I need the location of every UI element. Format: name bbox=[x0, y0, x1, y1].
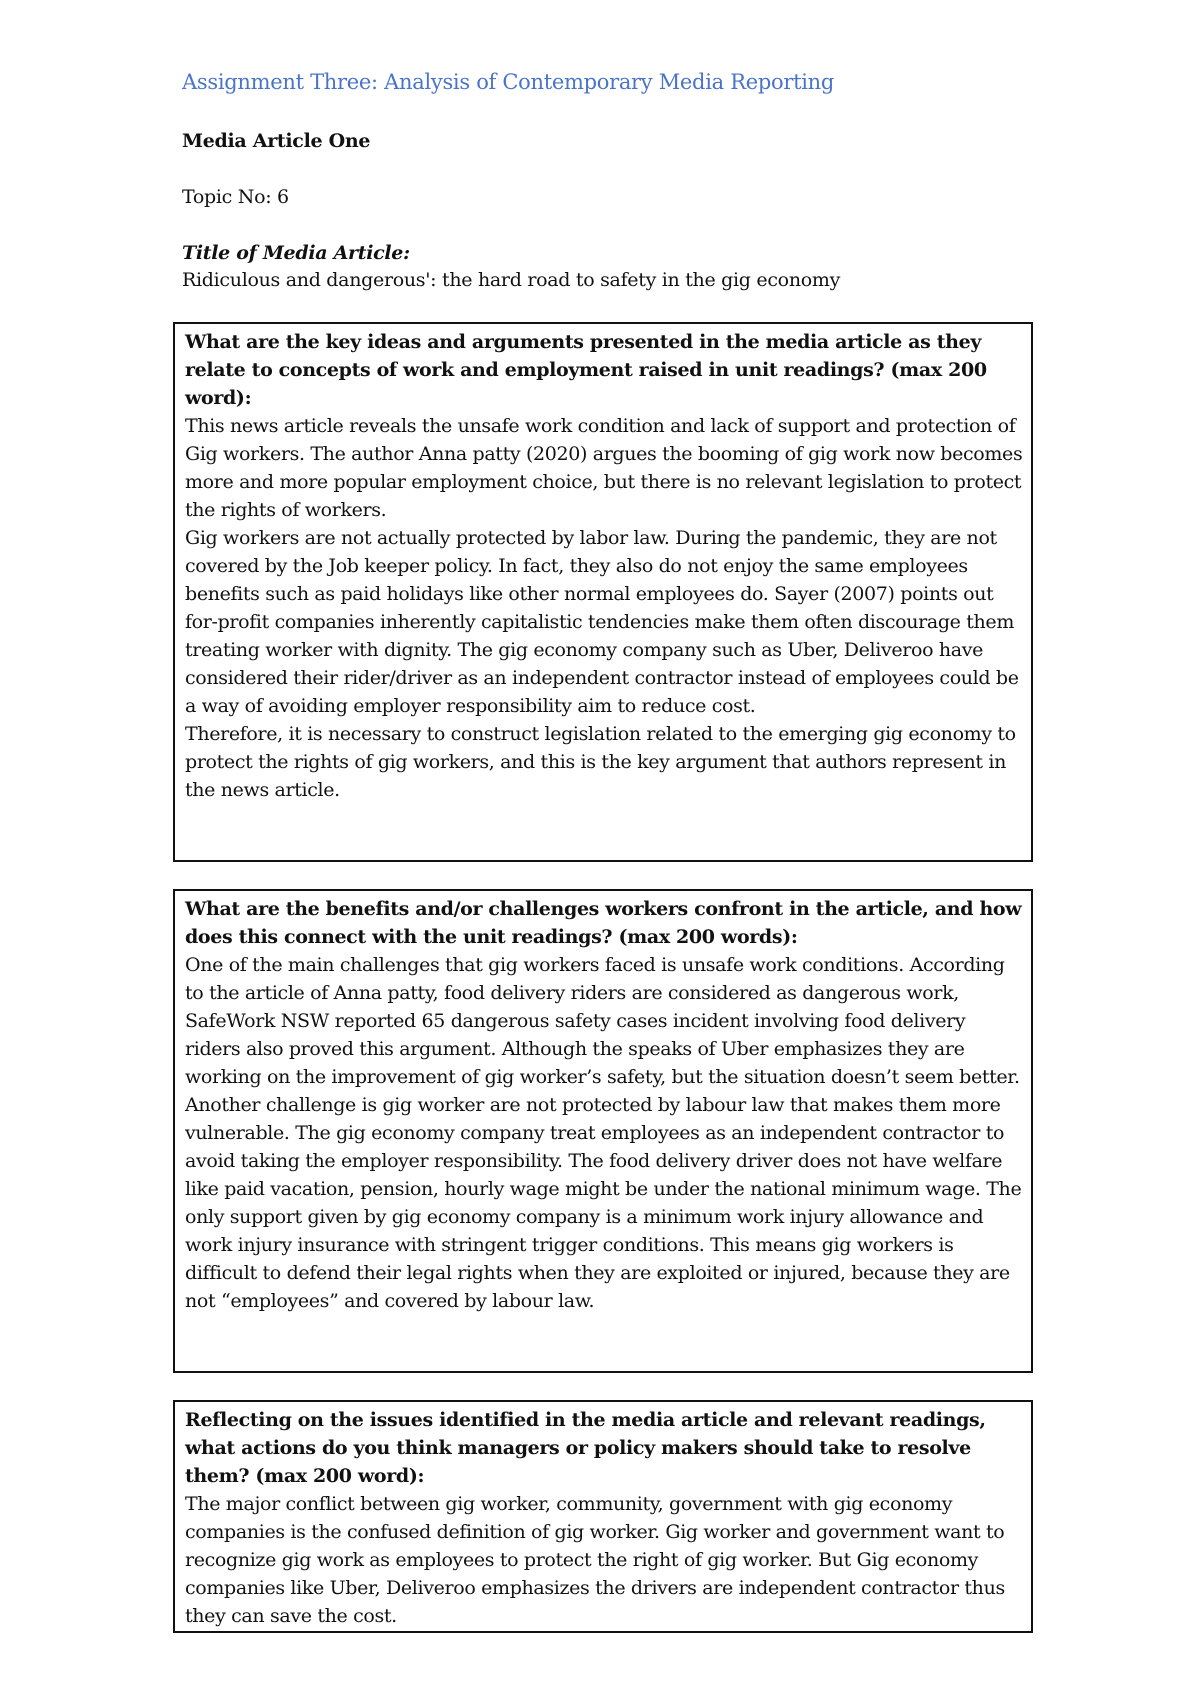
media-title-label: Title of Media Article: bbox=[182, 242, 410, 264]
section-question: What are the key ideas and arguments presented in the media article as they relate to concepts of work and employment raised in unit readings? (max 200 word): bbox=[185, 331, 987, 409]
article-heading: Media Article One bbox=[182, 130, 371, 152]
section-paragraph: Gig workers are not actually protected by labor law. During the pandemic, they are not covered by the Job keeper policy. In fact, they also do not enjoy the same employees benefits such as paid holidays like other normal employees do. Sayer (2007) points out for-profit companies inherently capitalistic tendencies make them often discourage them treating worker with dignity. The gig economy company such as Uber, Deliveroo have considered their rider/driver as an independent contractor instead of employees could be a way of avoiding employer responsibility aim to reduce cost. bbox=[185, 527, 1019, 717]
assignment-title: Assignment Three: Analysis of Contemporary Media Reporting bbox=[182, 70, 834, 94]
section-paragraph: The major conflict between gig worker, community, government with gig economy companies is the confused definition of gig worker. Gig worker and government want to recognize gig work as employees to protect the right of gig worker. But Gig economy companies like Uber, Deliveroo emphasizes the drivers are independent contractor thus they can save the cost. bbox=[185, 1493, 1005, 1627]
section-question: What are the benefits and/or challenges workers confront in the article, and how does this connect with the unit readings? (max 200 words): bbox=[185, 898, 1022, 948]
section-paragraph: Another challenge is gig worker are not protected by labour law that makes them more vulnerable. The gig economy company treat employees as an independent contractor to avoid taking the employer responsibility. The food delivery driver does not have welfare like paid vacation, pension, hourly wage might be under the national minimum wage. The only support given by gig economy company is a minimum work injury allowance and work injury insurance with stringent trigger conditions. This means gig workers is difficult to defend their legal rights when they are exploited or injured, because they are not “employees” and covered by labour law. bbox=[185, 1094, 1022, 1312]
section-paragraph: This news article reveals the unsafe work condition and lack of support and protection of Gig workers. The author Anna patty (2020) argues the booming of gig work now becomes more and more popular employment choice, but there is no relevant legislation to protect the rights of workers. bbox=[185, 415, 1023, 521]
section-question: Reflecting on the issues identified in the media article and relevant readings, what actions do you think managers or policy makers should take to resolve them? (max 200 word): bbox=[185, 1409, 986, 1487]
section-actions bbox=[173, 1400, 1033, 1633]
section-benefits-challenges bbox=[173, 889, 1033, 1373]
topic-number: Topic No: 6 bbox=[182, 186, 289, 208]
section-paragraph: One of the main challenges that gig workers faced is unsafe work conditions. According to the article of Anna patty, food delivery riders are considered as dangerous work, SafeWork NSW reported 65 dangerous safety cases incident involving food delivery riders also proved this argument. Although the speaks of Uber emphasizes they are working on the improvement of gig worker’s safety, but the situation doesn’t seem better. bbox=[185, 954, 1020, 1088]
section-paragraph: Therefore, it is necessary to construct legislation related to the emerging gig economy to protect the rights of gig workers, and this is the key argument that authors represent in the news article. bbox=[185, 723, 1016, 801]
section-key-ideas bbox=[173, 322, 1033, 862]
media-title: Ridiculous and dangerous': the hard road to safety in the gig economy bbox=[182, 269, 841, 291]
